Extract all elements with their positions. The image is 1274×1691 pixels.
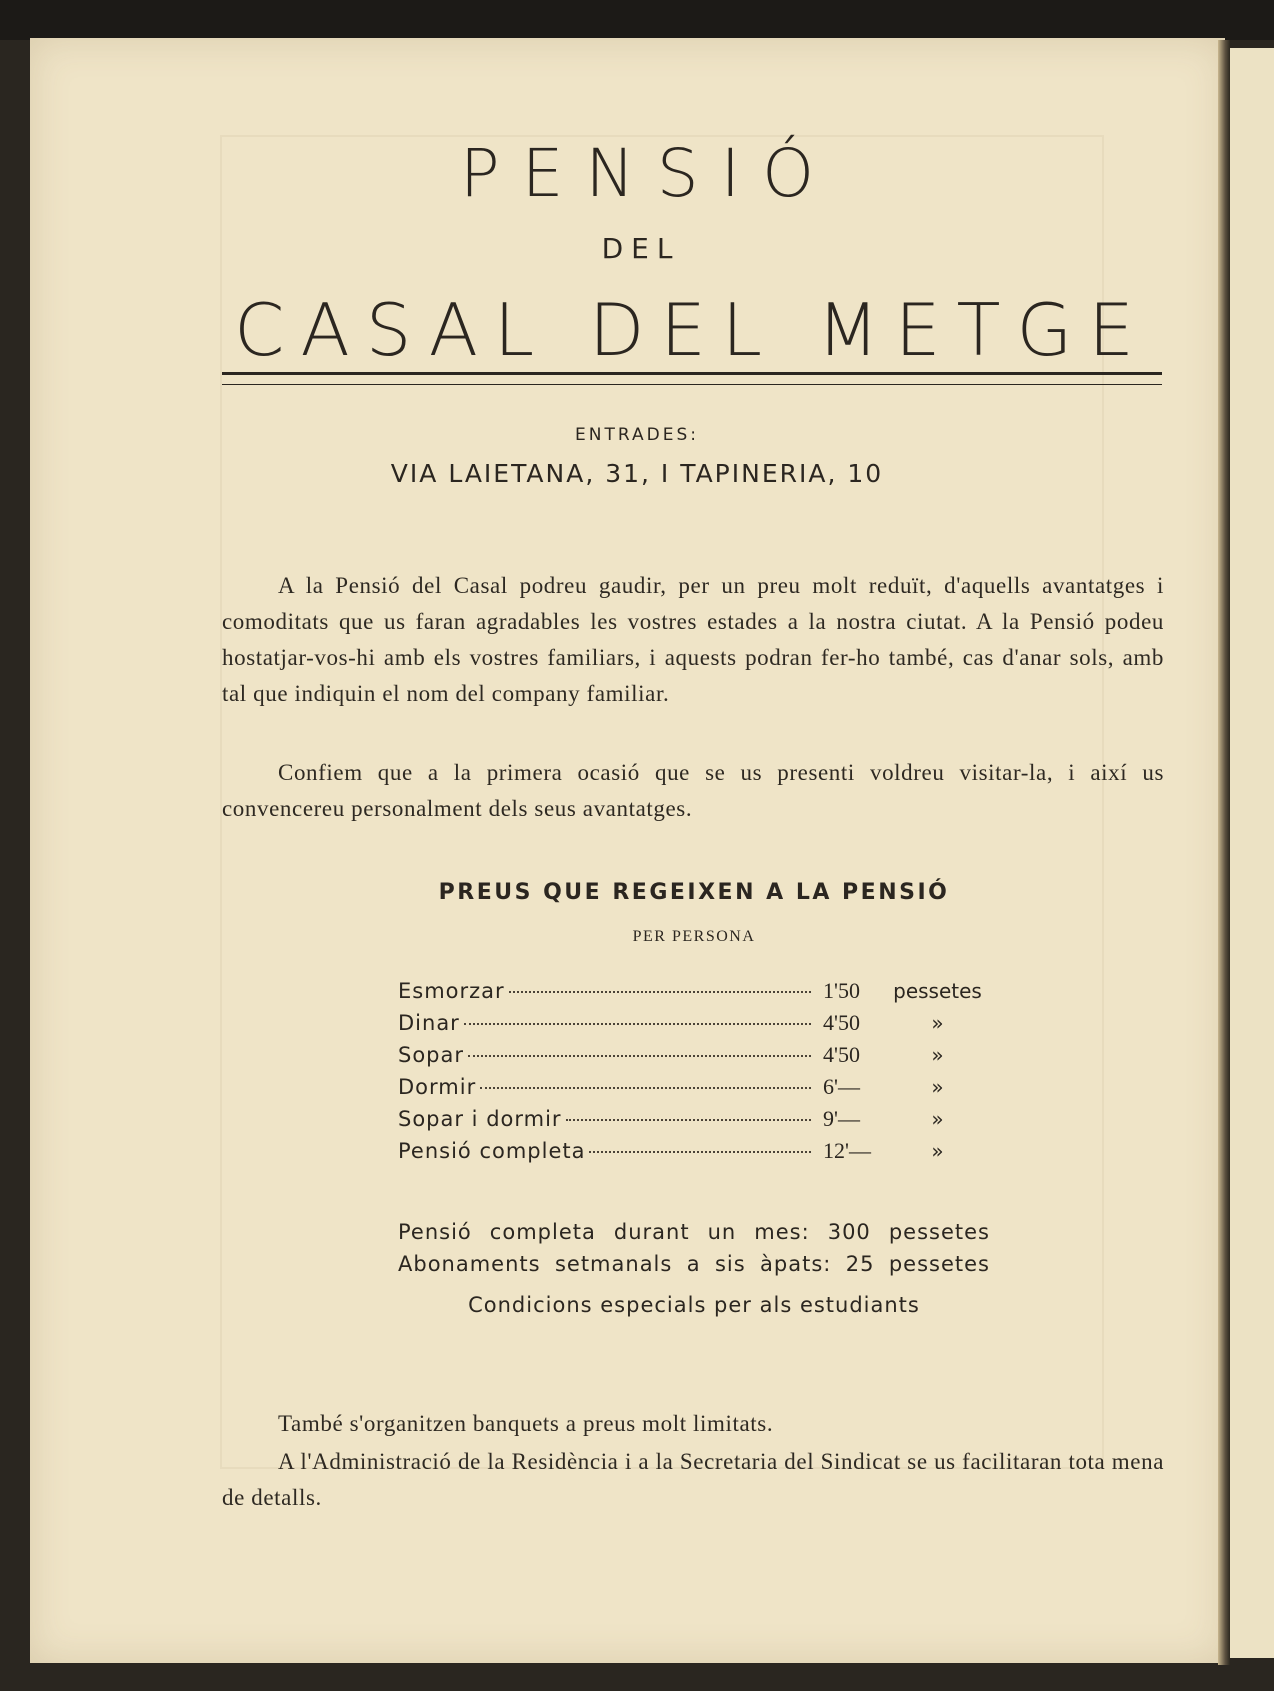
price-item: Sopar: [398, 1043, 465, 1067]
banquets-paragraph: També s'organitzen banquets a preus molt limitats.: [278, 1411, 774, 1436]
price-unit: »: [931, 1139, 944, 1163]
price-item: Dormir: [398, 1075, 477, 1099]
prices-subtitle: PER PERSONA: [632, 928, 756, 945]
scan-background-top: [0, 0, 1274, 40]
dot-leader: [464, 1023, 811, 1025]
price-item: Esmorzar: [398, 979, 505, 1003]
intro-paragraph-2: Confiem que a la primera ocasió que se us presenti voldreu visitar-la, i així us convencereu personalment dels seus avantatges.: [222, 760, 1164, 821]
price-item: Sopar i dormir: [398, 1107, 562, 1131]
intro-paragraph-1: A la Pensió del Casal podreu gaudir, per un preu molt reduït, d'aquells avantatges i comoditats que us faran agradables les vostres estades a la nostra ciutat. A la Pensió podeu hostatjar-vos-hi amb els vostres familiars, i aquests podran fer-ho també, cas d'anar sols, amb tal que indiquin el nom del company familiar.: [222, 573, 1164, 706]
price-row: [398, 1138, 990, 1170]
title-casal-del-metge: CASAL DEL METGE: [234, 288, 1150, 372]
weekly-rate: Abonaments setmanals a sis àpats: 25 pessetes: [398, 1252, 990, 1276]
price-value: 1'50: [823, 978, 860, 1003]
price-value: 9'—: [823, 1106, 860, 1131]
dot-leader: [509, 991, 811, 993]
administration-paragraph: A l'Administració de la Residència i a la Secretaria del Sindicat se us facilitaran tota mena de detalls.: [222, 1449, 1164, 1510]
student-conditions: Condicions especials per als estudiants: [468, 1293, 920, 1317]
price-unit: »: [931, 1043, 944, 1067]
price-list: [398, 978, 990, 1170]
price-item: Pensió completa: [398, 1139, 586, 1163]
facing-page-edge: [1230, 48, 1274, 1658]
dot-leader: [589, 1151, 811, 1153]
price-unit: »: [931, 1011, 944, 1035]
price-row: [398, 1074, 990, 1106]
title-pensio: PENSIÓ: [459, 135, 837, 212]
price-unit: »: [931, 1075, 944, 1099]
book-spine-shadow: [1218, 40, 1230, 1665]
price-value: 12'—: [823, 1138, 871, 1163]
price-value: 4'50: [823, 1010, 860, 1035]
entrances-label: ENTRADES:: [575, 425, 699, 445]
prices-title: PREUS QUE REGEIXEN A LA PENSIÓ: [438, 880, 950, 905]
price-row: [398, 1010, 990, 1042]
entrances-address: VIA LAIETANA, 31, I TAPINERIA, 10: [390, 459, 884, 488]
title-double-rule: [222, 372, 1162, 385]
price-row: [398, 978, 990, 1010]
monthly-rate: Pensió completa durant un mes: 300 pessetes: [398, 1220, 990, 1244]
dot-leader: [566, 1119, 811, 1121]
price-row: [398, 1106, 990, 1138]
price-item: Dinar: [398, 1011, 460, 1035]
dot-leader: [468, 1055, 811, 1057]
dot-leader: [480, 1087, 811, 1089]
title-del: DEL: [601, 232, 681, 265]
price-unit: pessetes: [893, 979, 982, 1003]
price-value: 6'—: [823, 1074, 860, 1099]
price-value: 4'50: [823, 1042, 860, 1067]
price-row: [398, 1042, 990, 1074]
price-unit: »: [931, 1107, 944, 1131]
